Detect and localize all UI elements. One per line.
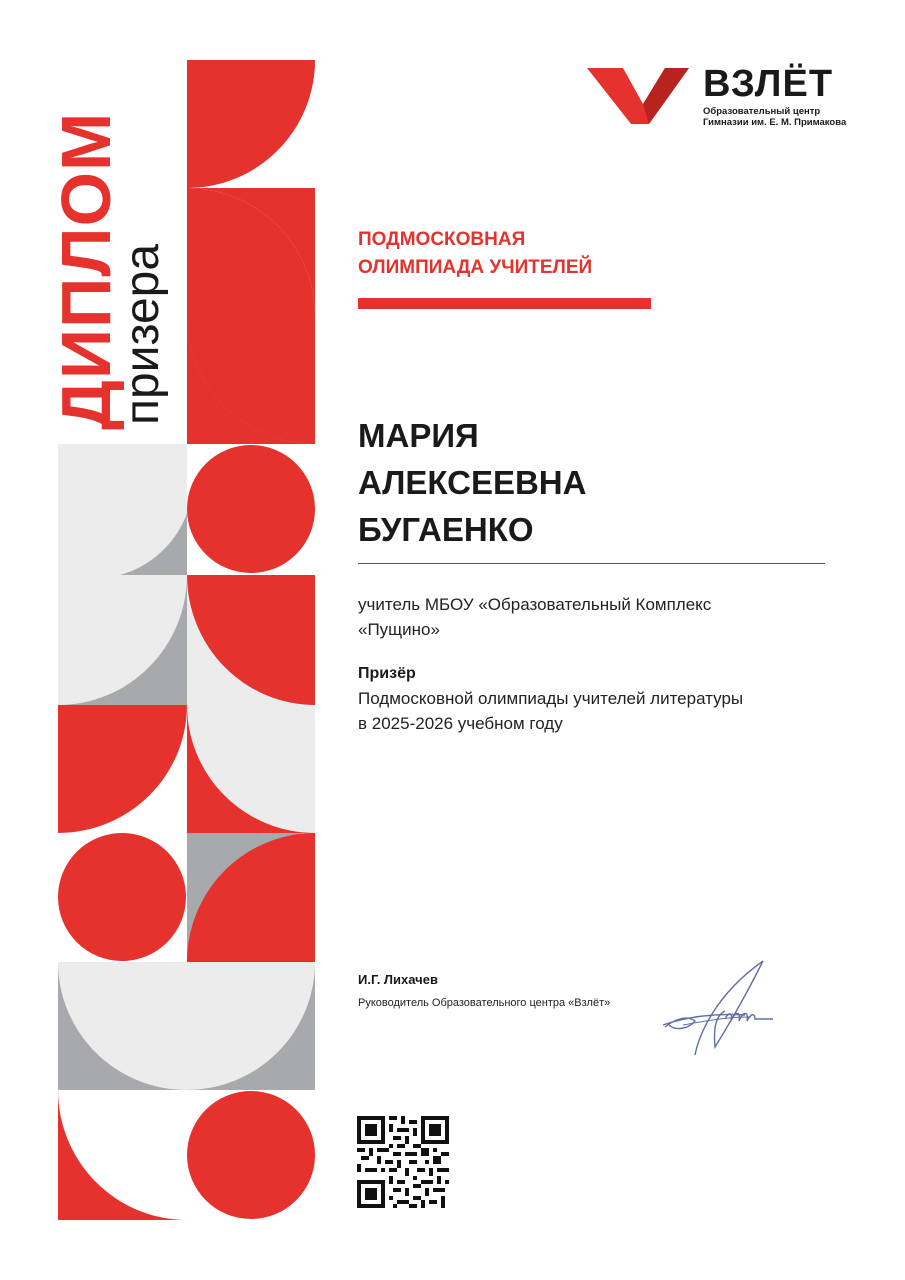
vzlet-logo <box>585 64 855 134</box>
red-v-check-icon <box>585 64 695 126</box>
recipient-position: учитель МБОУ «Образовательный Комплекс «Пущино» <box>358 595 712 639</box>
logo-name: ВЗЛЁТ <box>703 63 834 105</box>
award-title: Призёр <box>358 665 416 682</box>
red-divider-bar <box>358 298 651 309</box>
diploma-subtitle: призера <box>116 243 169 425</box>
logo-subtitle: Образовательный центр Гимназии им. Е. М. Примакова <box>703 106 847 128</box>
signer-name: И.Г. Лихачев <box>358 972 438 987</box>
qr-code-icon <box>357 1116 449 1208</box>
signer-role: Руководитель Образовательного центра «Взлёт» <box>358 997 611 1009</box>
olympiad-title: ПОДМОСКОВНАЯ ОЛИМПИАДА УЧИТЕЛЕЙ <box>358 229 593 278</box>
award-description: Подмосковной олимпиады учителей литературы в 2025-2026 учебном году <box>358 689 744 733</box>
signature <box>655 955 785 1065</box>
recipient-first-name: МАРИЯ <box>358 417 479 454</box>
recipient-patronymic: АЛЕКСЕЕВНА <box>358 464 587 501</box>
recipient-last-name: БУГАЕНКО <box>358 511 534 548</box>
diploma-title: ДИПЛОМ <box>47 111 125 430</box>
name-divider <box>358 563 825 564</box>
recipient-name <box>358 412 818 553</box>
